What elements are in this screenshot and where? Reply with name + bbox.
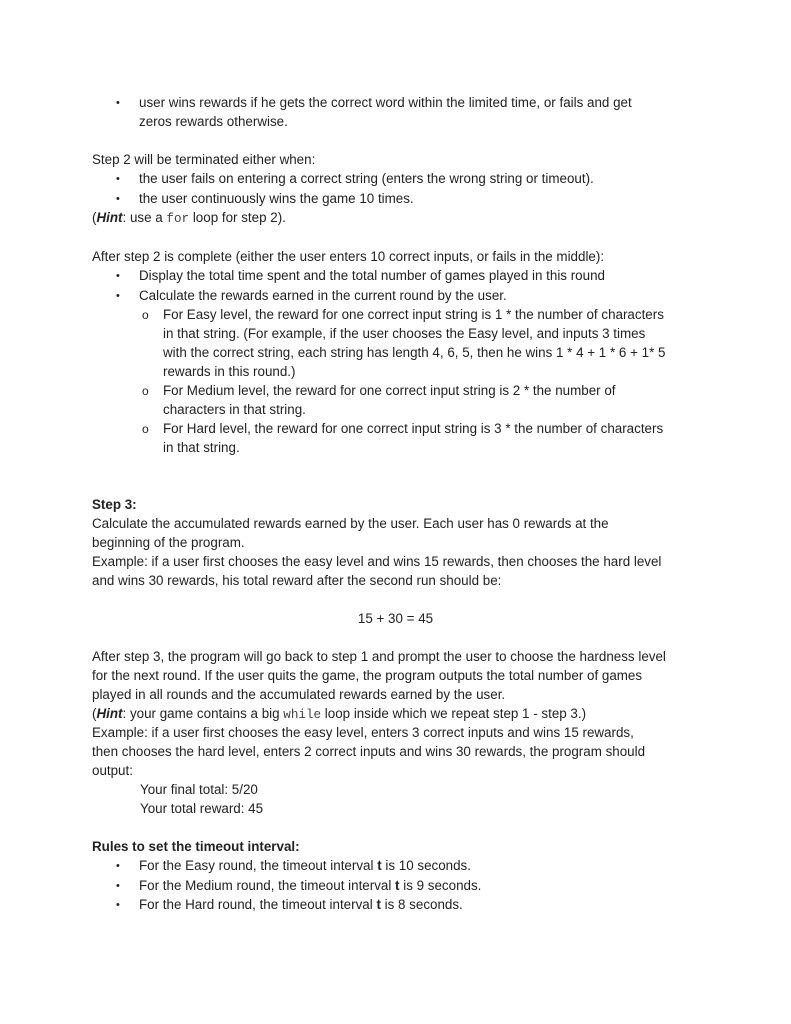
intro-line-1: user wins rewards if he gets the correct word within the limited time, or fails and get — [139, 95, 632, 110]
easy-reward-line-1: For Easy level, the reward for one correct input string is 1 * the number of characters — [163, 307, 664, 322]
sub-bullet-marker: o — [142, 384, 149, 398]
rule-hard: For the Hard round, the timeout interval t is 8 seconds. — [139, 897, 463, 912]
after-step2-heading: After step 2 is complete (either the user enters 10 correct inputs, or fails in the middle): — [92, 249, 605, 264]
reward-equation: 15 + 30 = 45 — [357, 611, 434, 626]
for-keyword: for — [166, 212, 190, 226]
easy-reward-line-4: rewards in this round.) — [163, 364, 296, 379]
intro-line-2: zeros rewards otherwise. — [139, 114, 288, 129]
bullet-marker: • — [116, 899, 120, 911]
step3-title: Step 3: — [92, 497, 137, 512]
step3-para2-line-1: After step 3, the program will go back to step 1 and prompt the user to choose the hardness level — [92, 649, 666, 664]
bullet-marker: • — [116, 97, 120, 109]
bullet-marker: • — [116, 173, 120, 185]
step3-para-line-2: beginning of the program. — [92, 535, 245, 550]
step3-hint: (Hint: your game contains a big while loop inside which we repeat step 1 - step 3.) — [92, 706, 587, 722]
step3-example-line-2: and wins 30 rewards, his total reward after the second run should be: — [92, 573, 502, 588]
step2-termination-heading: Step 2 will be terminated either when: — [92, 152, 316, 167]
while-keyword: while — [283, 708, 322, 722]
rules-title: Rules to set the timeout interval: — [92, 839, 300, 854]
step2-termination-item-1: the user fails on entering a correct string (enters the wrong string or timeout). — [139, 171, 594, 186]
after-step2-item-calculate: Calculate the rewards earned in the current round by the user. — [139, 288, 507, 303]
rule-medium: For the Medium round, the timeout interval t is 9 seconds. — [139, 878, 482, 893]
step3-example2-line-1: Example: if a user first chooses the easy level, enters 3 correct inputs and wins 15 rewards, — [92, 725, 634, 740]
sub-bullet-marker: o — [142, 308, 149, 322]
rule-easy: For the Easy round, the timeout interval t is 10 seconds. — [139, 858, 471, 873]
bullet-marker: • — [116, 290, 120, 302]
bullet-marker: • — [116, 880, 120, 892]
bullet-marker: • — [116, 193, 120, 205]
step3-para2-line-2: for the next round. If the user quits the game, the program outputs the total number of games — [92, 668, 643, 683]
medium-reward-line-1: For Medium level, the reward for one correct input string is 2 * the number of — [163, 383, 616, 398]
step2-termination-item-2: the user continuously wins the game 10 times. — [139, 191, 414, 206]
hard-reward-line-1: For Hard level, the reward for one correct input string is 3 * the number of characters — [163, 421, 664, 436]
step3-para2-line-3: played in all rounds and the accumulated rewards earned by the user. — [92, 687, 506, 702]
step3-example2-line-2: then chooses the hard level, enters 2 correct inputs and wins 30 rewards, the program should — [92, 744, 646, 759]
bullet-marker: • — [116, 860, 120, 872]
step2-hint: (Hint: use a for loop for step 2). — [92, 210, 286, 226]
bullet-marker: • — [116, 270, 120, 282]
step3-para-line-1: Calculate the accumulated rewards earned by the user. Each user has 0 rewards at the — [92, 516, 609, 531]
sub-bullet-marker: o — [142, 422, 149, 436]
hard-reward-line-2: in that string. — [163, 440, 240, 455]
easy-reward-line-3: with the correct string, each string has length 4, 6, 5, then he wins 1 * 4 + 1 * 6 + 1* 5 — [163, 345, 666, 360]
step3-example2-line-3: output: — [92, 763, 133, 778]
step3-example-line-1: Example: if a user first chooses the easy level and wins 15 rewards, then chooses the hard level — [92, 554, 662, 569]
after-step2-item-display: Display the total time spent and the total number of games played in this round — [139, 268, 605, 283]
medium-reward-line-2: characters in that string. — [163, 402, 306, 417]
easy-reward-line-2: in that string. (For example, if the user chooses the Easy level, and inputs 3 times — [163, 326, 646, 341]
output-final-total: Your final total: 5/20 — [140, 782, 258, 797]
output-total-reward: Your total reward: 45 — [140, 801, 264, 816]
